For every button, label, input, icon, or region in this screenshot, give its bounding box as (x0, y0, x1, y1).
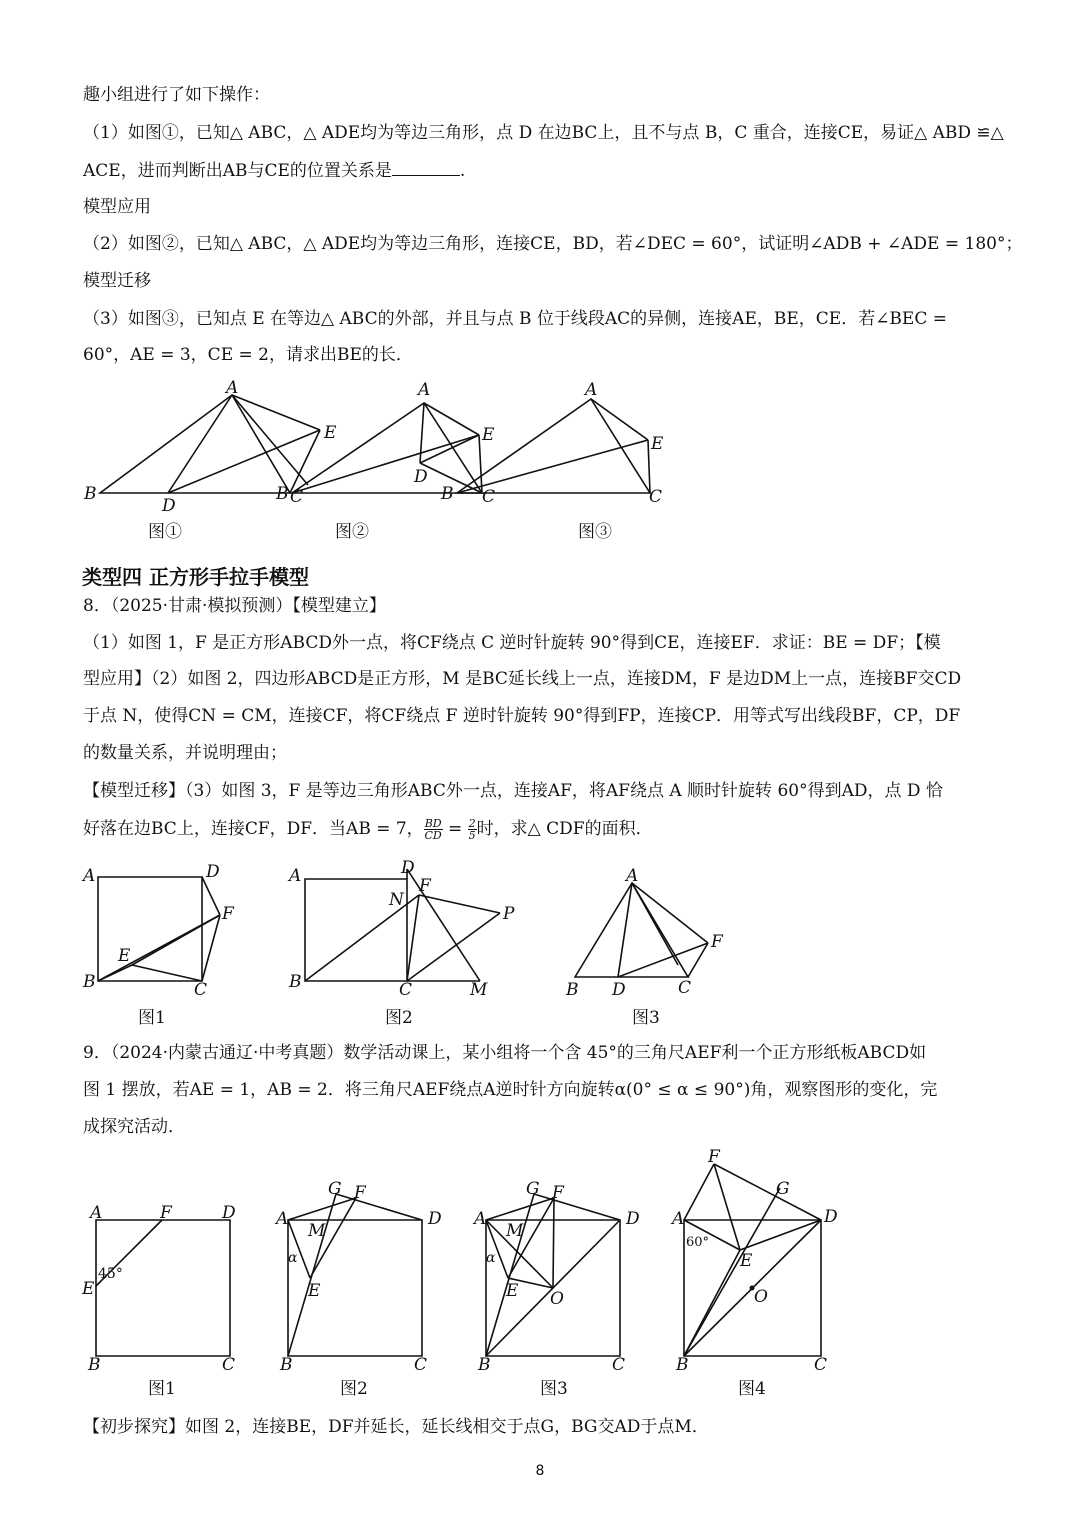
p9f1-label-a: A (90, 1203, 103, 1223)
p9f3-label-o: O (550, 1289, 564, 1309)
answer-blank (392, 159, 460, 176)
fig3-label-e: E (651, 434, 664, 454)
fig3-caption: 图③ (578, 522, 612, 542)
fig1-label-c: C (290, 487, 304, 507)
p9f4-label-e: E (740, 1251, 753, 1271)
p9f2-label-a: A (276, 1209, 289, 1229)
fig1-label-d: D (162, 496, 176, 516)
p9f2-label-b: B (280, 1355, 293, 1375)
p9f1-label-b: B (88, 1355, 101, 1375)
p9f1-label-d: D (222, 1203, 236, 1223)
p8f2-caption: 图2 (385, 1008, 413, 1028)
problem8-figure-2 (287, 858, 515, 1028)
p8f2-label-d: D (401, 858, 415, 878)
fig2-label-c: C (482, 487, 496, 507)
p9f3-caption: 图3 (540, 1379, 568, 1399)
p9f4-label-a: A (672, 1209, 685, 1229)
fig2-label-e: E (482, 425, 495, 445)
figure-2-equilateral (275, 380, 495, 542)
text-line-7: （3）如图③，已知点 E 在等边△ ABC的外部，并且与点 B 位于线段AC的异侧，连接AE，BE，CE．若∠BEC = (83, 309, 947, 329)
text-line-3 (83, 159, 465, 182)
p9f2-label-g: G (328, 1179, 342, 1199)
problem9-figure-1 (81, 1203, 236, 1399)
problem-8-line-6 (83, 818, 653, 841)
p8f2-label-c: C (399, 980, 413, 1000)
p8f3-label-a: A (626, 866, 639, 886)
problem9-figure-2 (274, 1179, 442, 1399)
p9f2-label-m: M (308, 1221, 326, 1241)
problem-9-line-2: 图 1 摆放，若AE = 1，AB = 2．将三角尺AEF绕点A逆时针方向旋转α(0° ≤ α ≤ 90°)角，观察图形的变化，完 (83, 1080, 938, 1100)
fraction-2-5: $\frac{2}{5}$ (468, 817, 476, 842)
figures-row-3 (78, 1148, 858, 1408)
p8f2-label-b: B (289, 972, 302, 992)
section-model-application: 模型应用 (83, 197, 151, 217)
problem-8-line-6a: 好落在边BC上，连接CF，DF．当AB = 7， (83, 819, 424, 839)
text-line-3b: . (459, 161, 466, 181)
problem-8-title: 8．（2025·甘肃·模拟预测）【模型建立】 (83, 596, 386, 616)
p9f4-label-f: F (708, 1147, 720, 1167)
fig3-label-a: A (585, 380, 598, 400)
p8f1-label-b: B (83, 972, 96, 992)
p9f4-caption: 图4 (738, 1379, 766, 1399)
p9f3-label-d: D (626, 1209, 640, 1229)
problem-9-line-4: 【初步探究】如图 2，连接BE，DF并延长，延长线相交于点G，BG交AD于点M． (83, 1417, 709, 1437)
p8f1-label-e: E (118, 946, 131, 966)
problem-8-line-1: （1）如图 1，F 是正方形ABCD外一点，将CF绕点 C 逆时针旋转 90°得到CE，连接EF．求证：BE = DF；【模 (83, 633, 941, 653)
p8f3-label-d: D (612, 980, 626, 1000)
p8f3-label-b: B (566, 980, 579, 1000)
p9f4-label-o: O (754, 1287, 768, 1307)
text-line-5: （2）如图②，已知△ ABC，△ ADE均为等边三角形，连接CE，BD，若∠DEC = 60°，试证明∠ADB + ∠ADE = 180°； (83, 234, 1023, 254)
p9f3-label-a: A (474, 1209, 487, 1229)
problem9-figure-3 (472, 1179, 640, 1399)
fig1-label-e: E (324, 423, 337, 443)
p8f3-label-f: F (711, 932, 723, 952)
p8f2-label-f: F (419, 876, 431, 896)
text-line-8: 60°，AE = 3，CE = 2，请求出BE的长． (83, 345, 413, 365)
problem8-figure-3 (565, 866, 724, 1028)
fig1-label-a: A (226, 378, 239, 398)
fig3-label-c: C (649, 487, 663, 507)
p8f1-label-a: A (83, 866, 96, 886)
p9f1-label-e: E (82, 1279, 95, 1299)
problem-9-line-3: 成探究活动． (83, 1117, 185, 1137)
p9f2-label-f: F (354, 1183, 366, 1203)
p9f1-label-c: C (222, 1355, 236, 1375)
text-line-2: （1）如图①，已知△ ABC，△ ADE均为等边三角形，点 D 在边BC上，且不与点 B，C 重合，连接CE，易证△ ABD ≌△ (83, 123, 1004, 143)
p9f4-label-b: B (676, 1355, 689, 1375)
p9f3-label-c: C (612, 1355, 626, 1375)
p9f2-label-alpha: α (288, 1250, 298, 1266)
fraction-bd-cd: $\frac{BD}{CD}$ (424, 817, 442, 842)
p8f3-caption: 图3 (632, 1008, 660, 1028)
fig1-label-b: B (84, 484, 97, 504)
p9f3-label-f: F (552, 1183, 564, 1203)
figure-3-equilateral (440, 380, 664, 542)
problem9-figure-4 (670, 1147, 838, 1399)
p8f1-label-f: F (222, 904, 234, 924)
p8f3-label-c: C (678, 978, 692, 998)
p8f1-label-c: C (194, 980, 208, 1000)
problem-8-line-5: 【模型迁移】（3）如图 3，F 是等边三角形ABC外一点，连接AF，将AF绕点 A 顺时针旋转 60°得到AD，点 D 恰 (83, 781, 943, 801)
problem8-figure-1 (81, 862, 235, 1028)
p8f1-caption: 图1 (138, 1008, 166, 1028)
fig2-label-d: D (414, 467, 428, 487)
p9f3-label-m: M (506, 1221, 524, 1241)
page-number: 8 (535, 1463, 545, 1479)
fig2-label-b: B (276, 484, 289, 504)
text-line-3a: ACE，进而判断出AB与CE的位置关系是 (83, 161, 392, 181)
p9f1-angle-45: 45° (98, 1266, 123, 1282)
p9f1-label-f: F (160, 1203, 172, 1223)
problem-8-line-2: 型应用】（2）如图 2，四边形ABCD是正方形，M 是BC延长线上一点，连接DM，F 是边DM上一点，连接BF交CD (83, 669, 962, 689)
problem-8-line-6b: 时，求△ CDF的面积． (476, 819, 653, 839)
fig3-label-b: B (441, 484, 454, 504)
p9f4-label-d: D (824, 1207, 838, 1227)
problem-8-line-3: 于点 N，使得CN = CM，连接CF，将CF绕点 F 逆时针旋转 90°得到FP，连接CP．用等式写出线段BF，CP，DF (83, 706, 961, 726)
p9f2-label-d: D (428, 1209, 442, 1229)
p9f2-label-e: E (308, 1281, 321, 1301)
p9f3-label-b: B (478, 1355, 491, 1375)
section-model-transfer: 模型迁移 (83, 271, 151, 291)
p9f3-label-e: E (506, 1281, 519, 1301)
p9f3-label-alpha: α (486, 1250, 496, 1266)
problem-8-line-4: 的数量关系，并说明理由； (83, 743, 287, 763)
p8f2-label-n: N (389, 890, 404, 910)
fig2-label-a: A (418, 380, 431, 400)
p9f4-label-g: G (776, 1179, 790, 1199)
figures-row-1 (80, 375, 664, 550)
problem-9-line-1: 9．（2024·内蒙古通辽·中考真题）数学活动课上，某小组将一个含 45°的三角尺AEF利一个正方形纸板ABCD如 (83, 1043, 927, 1063)
p9f2-caption: 图2 (340, 1379, 368, 1399)
equals-sign: = (448, 819, 463, 839)
p8f2-label-a: A (289, 866, 302, 886)
p9f1-caption: 图1 (148, 1379, 176, 1399)
text-line-1: 趣小组进行了如下操作： (83, 85, 270, 105)
p8f2-label-m: M (470, 980, 488, 1000)
p8f2-label-p: P (503, 904, 515, 924)
fig1-caption: 图① (148, 522, 182, 542)
p8f1-label-d: D (206, 862, 220, 882)
p9f3-label-g: G (526, 1179, 540, 1199)
p9f4-label-c: C (814, 1355, 828, 1375)
section-heading-type-4: 类型四 正方形手拉手模型 (82, 565, 309, 589)
fig2-caption: 图② (335, 522, 369, 542)
p9f2-label-c: C (414, 1355, 428, 1375)
figures-row-2 (80, 855, 760, 1035)
p9f4-angle-60: 60° (686, 1235, 710, 1250)
figure-1-equilateral (83, 378, 337, 542)
